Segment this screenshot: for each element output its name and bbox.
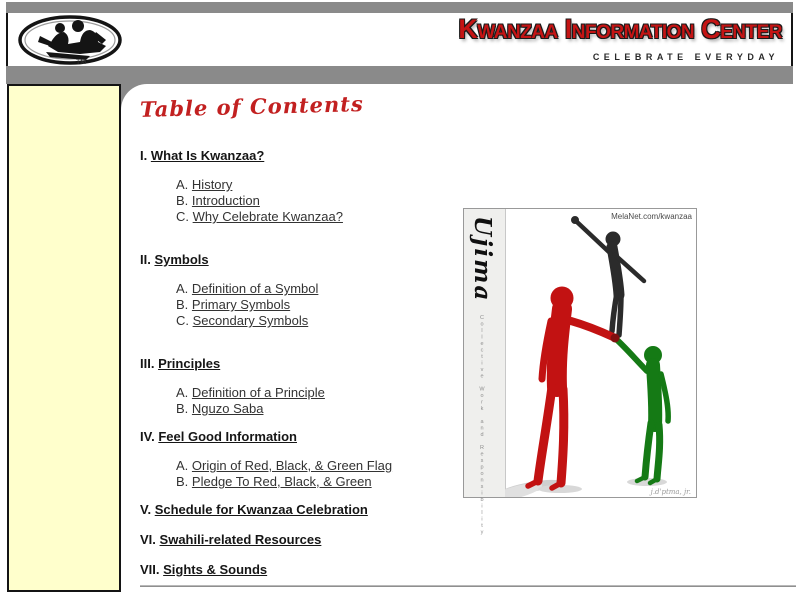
toc-item [176, 281, 470, 297]
item-link-secondary-symbols[interactable]: Secondary Symbols [192, 313, 309, 328]
toc-item [176, 385, 470, 401]
section-link-swahili[interactable]: Swahili-related Resources [159, 532, 322, 547]
item-letter: B. [176, 193, 189, 208]
clasped-hands [611, 334, 620, 343]
item-link-definition-symbol[interactable]: Definition of a Symbol [191, 281, 319, 296]
ujima-poster-image [463, 208, 697, 536]
toc-heading: Table of Contents [139, 91, 365, 122]
main-content [121, 84, 800, 594]
section-numeral: VII. [140, 562, 160, 577]
lower-gray-bar [6, 66, 793, 84]
poster-subtitle-vertical: Collective Work and Responsibility [479, 315, 485, 536]
section-title [140, 532, 470, 548]
section-numeral: V. [140, 502, 152, 517]
item-link-pledge[interactable]: Pledge To Red, Black, & Green [191, 474, 372, 489]
black-figure [572, 217, 645, 336]
item-letter: B. [176, 297, 189, 312]
logo-oval-art [16, 14, 128, 70]
toc-item [176, 209, 470, 225]
section-link-sights-sounds[interactable]: Sights & Sounds [163, 562, 268, 577]
section-title [140, 148, 470, 164]
item-letter: C. [176, 209, 189, 224]
item-letter: A. [176, 385, 189, 400]
section-title [140, 252, 470, 268]
toc-item [176, 177, 470, 193]
toc-section-symbols [140, 252, 470, 329]
section-title [140, 562, 470, 578]
section-link-schedule[interactable]: Schedule for Kwanzaa Celebration [154, 502, 368, 517]
toc-section-sights-sounds [140, 562, 470, 578]
item-letter: B. [176, 401, 189, 416]
section-link-principles[interactable]: Principles [158, 356, 221, 371]
toc-section-schedule [140, 502, 470, 518]
item-link-nguzo-saba[interactable]: Nguzo Saba [191, 401, 264, 416]
toc-item [176, 474, 470, 490]
toc-item [176, 297, 470, 313]
item-link-why-celebrate[interactable]: Why Celebrate Kwanzaa? [192, 209, 343, 224]
section-numeral: I. [140, 148, 148, 163]
item-link-primary-symbols[interactable]: Primary Symbols [191, 297, 291, 312]
poster-title-ujima: Ujima [469, 216, 496, 303]
item-letter: C. [176, 313, 189, 328]
item-link-history[interactable]: History [191, 177, 233, 192]
item-link-flag-origin[interactable]: Origin of Red, Black, & Green Flag [191, 458, 393, 473]
toc-section-feel-good [140, 429, 470, 490]
section-numeral: II. [140, 252, 151, 267]
item-letter: B. [176, 474, 189, 489]
section-numeral: VI. [140, 532, 156, 547]
green-figure [616, 339, 668, 483]
section-title [140, 429, 470, 445]
item-letter: A. [176, 281, 189, 296]
top-gray-bar [6, 2, 793, 13]
sidebar-panel [7, 84, 121, 592]
site-title: Kwanzaa Information Center [458, 14, 782, 44]
toc-section-what-is-kwanzaa [140, 148, 470, 225]
section-numeral: IV. [140, 429, 155, 444]
toc-item [176, 313, 470, 329]
section-numeral: III. [140, 356, 155, 371]
toc-item [176, 193, 470, 209]
red-figure [528, 287, 613, 488]
section-link-what-is-kwanzaa[interactable]: What Is Kwanzaa? [150, 148, 265, 163]
section-title [140, 356, 470, 372]
item-letter: A. [176, 177, 189, 192]
three-figures-art [505, 209, 697, 497]
site-tagline: CELEBRATE EVERYDAY [592, 52, 779, 62]
item-letter: A. [176, 458, 189, 473]
toc-item [176, 458, 470, 474]
item-link-definition-principle[interactable]: Definition of a Principle [191, 385, 325, 400]
toc-item [176, 401, 470, 417]
section-title [140, 502, 470, 518]
section-link-symbols[interactable]: Symbols [154, 252, 209, 267]
table-of-contents [140, 148, 470, 605]
header-band [6, 13, 793, 66]
item-link-introduction[interactable]: Introduction [191, 193, 260, 208]
artist-signature: j.d'ptma, jr. [650, 488, 691, 496]
logo-tm-mark: TM [76, 59, 87, 66]
toc-section-principles [140, 356, 470, 417]
poster-watermark: MelaNet.com/kwanzaa [611, 212, 692, 221]
toc-section-swahili [140, 532, 470, 548]
footer-divider [140, 585, 796, 587]
section-link-feel-good[interactable]: Feel Good Information [158, 429, 297, 444]
